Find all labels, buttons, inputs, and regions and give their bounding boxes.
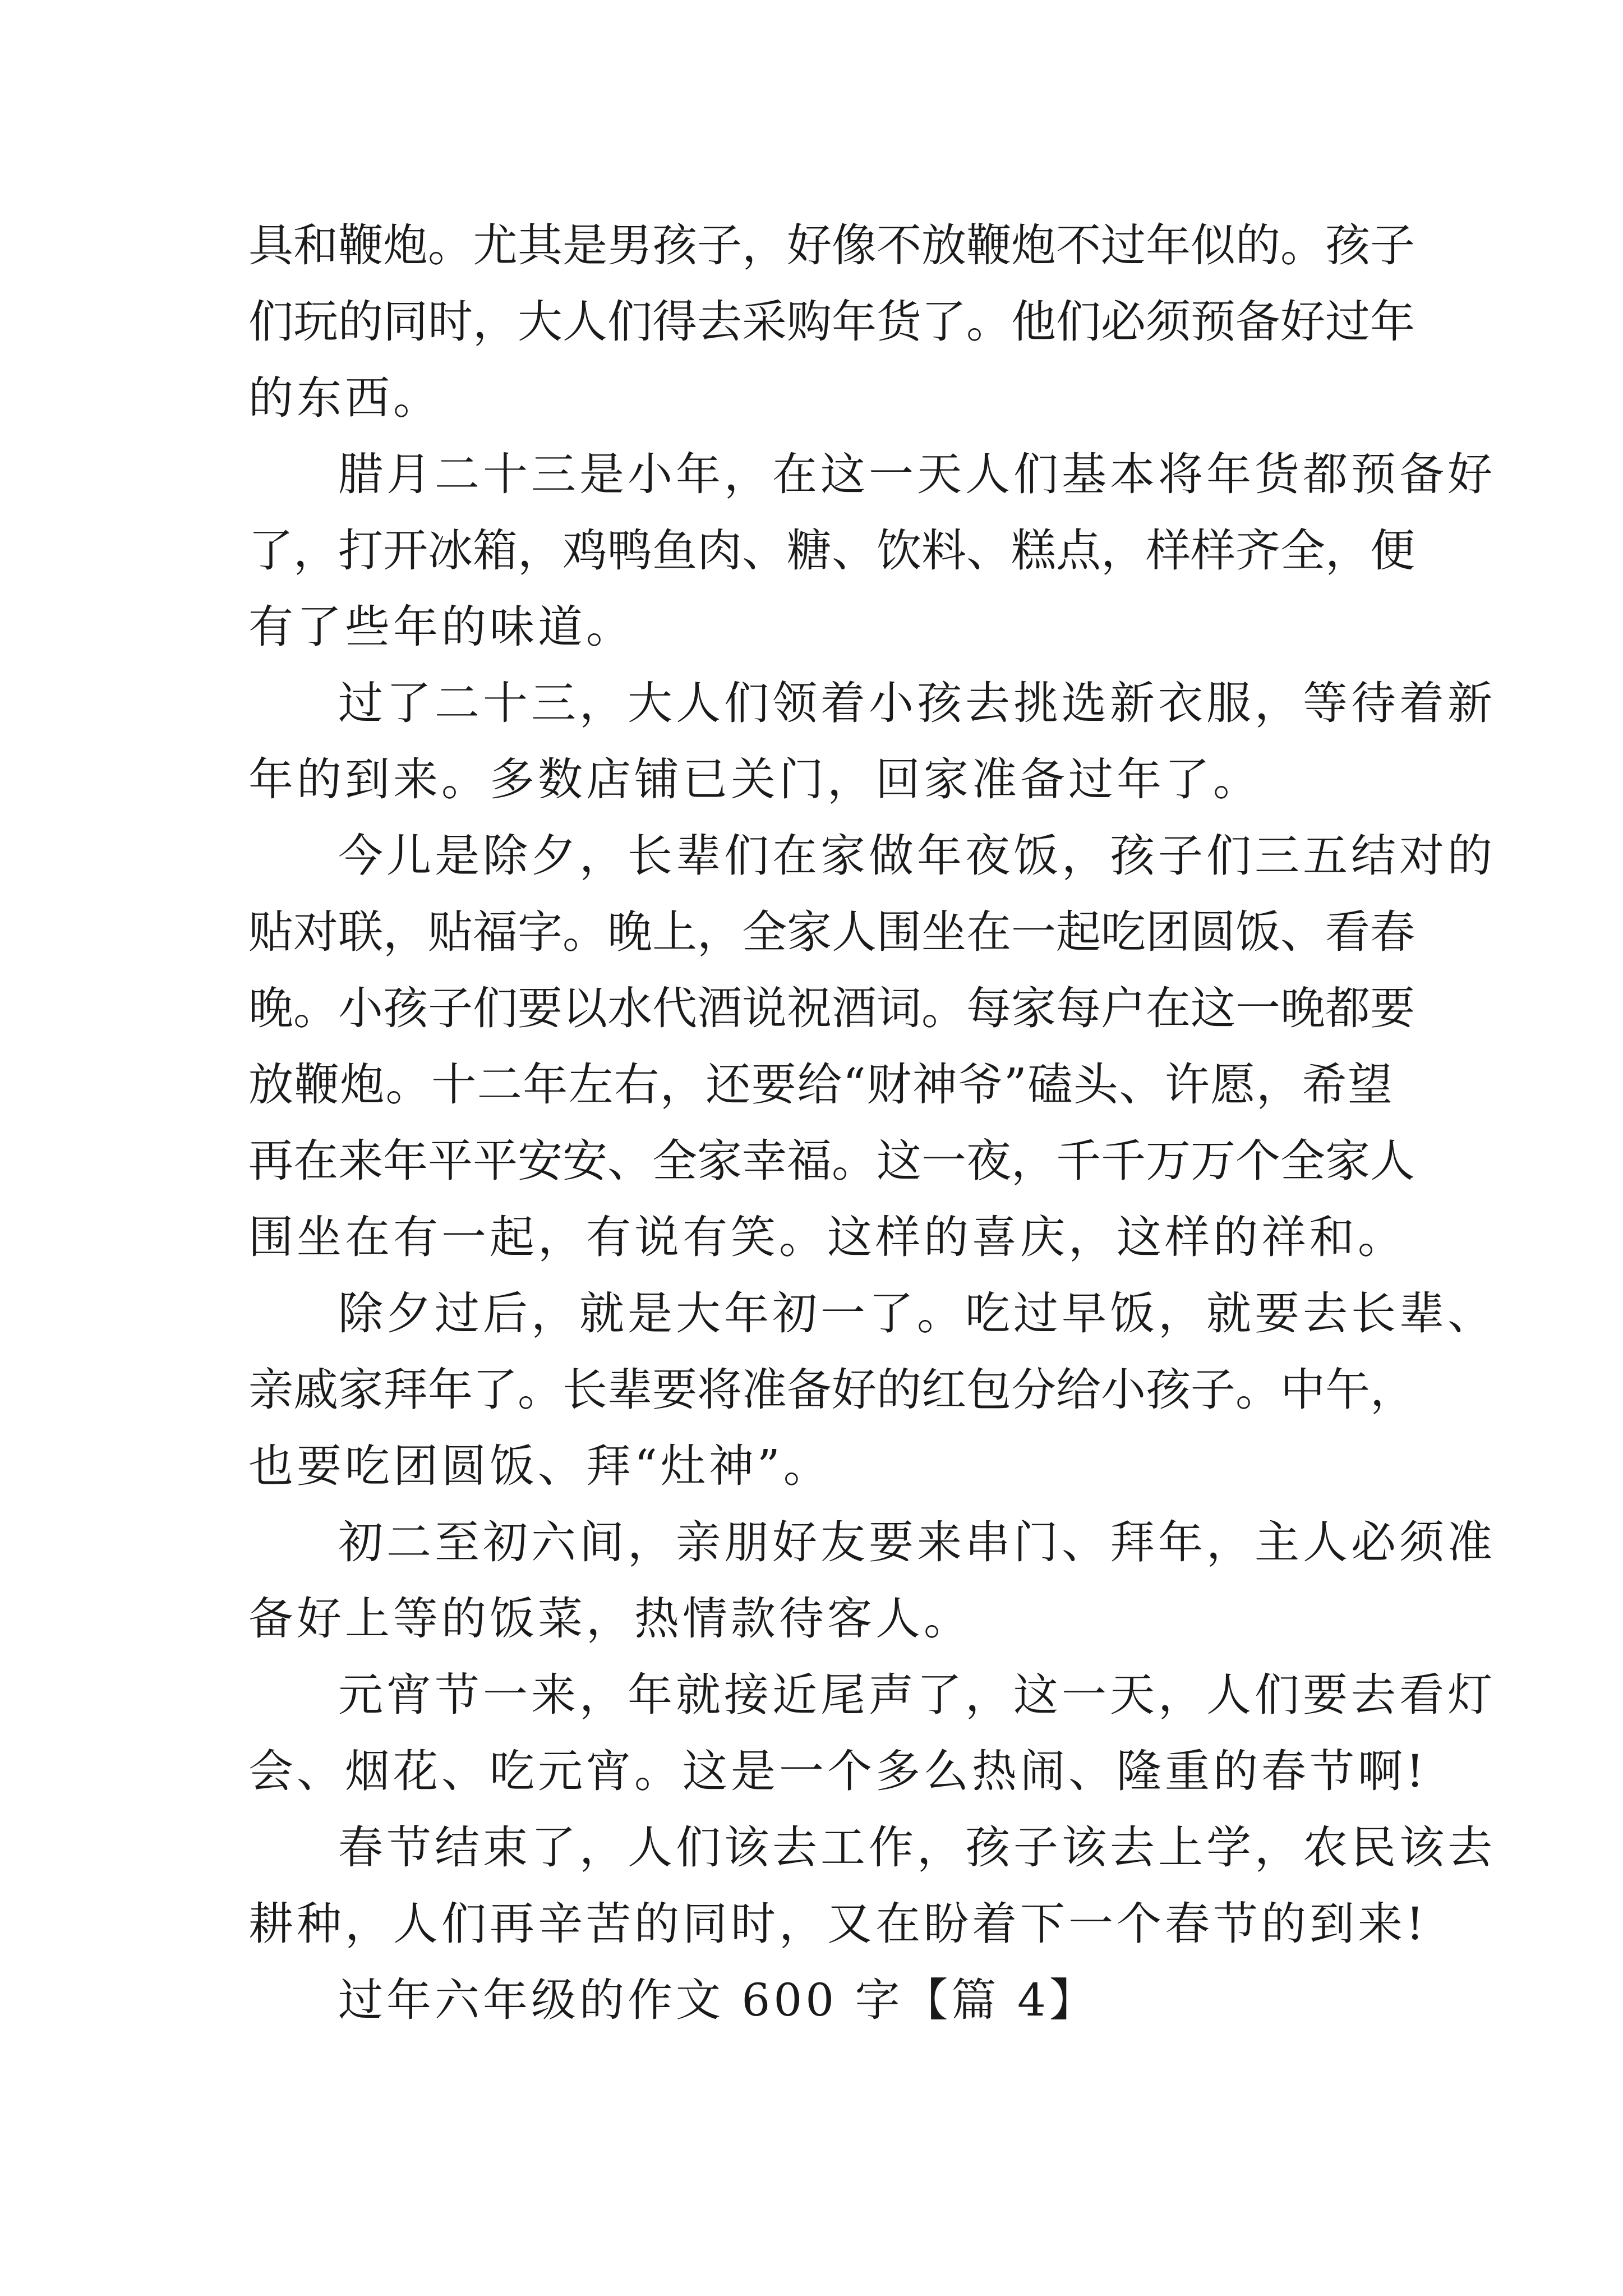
text-line: 了，打开冰箱，鸡鸭鱼肉、糖、饮料、糕点，样样齐全，便 [248,524,1415,577]
paragraph-first-line: 腊月二十三是小年，在这一天人们基本将年货都预备好 [338,448,1496,500]
text-line: 们玩的同时，大人们得去采购年货了。他们必须预备好过年 [248,296,1415,348]
text-line: 有了些年的味道。 [248,601,634,653]
text-line: 会、烟花、吃元宵。这是一个多么热闹、隆重的春节啊! [248,1745,1428,1797]
text-line: 亲戚家拜年了。长辈要将准备好的红包分给小孩子。中午， [248,1364,1415,1416]
document-body [248,208,1496,2039]
text-line: 围坐在有一起，有说有笑。这样的喜庆，这样的祥和。 [248,1211,1406,1263]
text-line: 耕种，人们再辛苦的同时，又在盼着下一个春节的到来! [248,1898,1428,1950]
section-heading: 过年六年级的作文 600 字【篇 4】 [338,1974,1098,2026]
text-line: 放鞭炮。十二年左右，还要给“财神爷”磕头、许愿，希望 [248,1059,1393,1111]
text-line: 年的到来。多数店铺已关门，回家准备过年了。 [248,753,1261,806]
paragraph-first-line: 元宵节一来，年就接近尾声了，这一天，人们要去看灯 [338,1669,1496,1721]
text-line: 晚。小孩子们要以水代酒说祝酒词。每家每户在这一晚都要 [248,982,1415,1034]
text-line: 的东西。 [248,372,441,424]
paragraph-first-line: 过了二十三，大人们领着小孩去挑选新衣服，等待着新 [338,677,1496,729]
text-line: 备好上等的饭菜，热情款待客人。 [248,1593,972,1645]
paragraph-first-line: 春节结束了，人们该去工作，孩子该去上学，农民该去 [338,1821,1496,1874]
text-line: 也要吃团圆饭、拜“灶神”。 [248,1440,832,1492]
paragraph-first-line: 初二至初六间，亲朋好友要来串门、拜年，主人必须准 [338,1516,1496,1568]
text-line: 再在来年平平安安、全家幸福。这一夜，千千万万个全家人 [248,1135,1415,1187]
paragraph-first-line: 今儿是除夕，长辈们在家做年夜饭，孩子们三五结对的 [338,830,1496,882]
text-line: 具和鞭炮。尤其是男孩子，好像不放鞭炮不过年似的。孩子 [248,219,1415,272]
text-line: 贴对联，贴福字。晚上，全家人围坐在一起吃团圆饭、看春 [248,906,1415,958]
paragraph-first-line: 除夕过后，就是大年初一了。吃过早饭，就要去长辈、 [338,1287,1496,1340]
